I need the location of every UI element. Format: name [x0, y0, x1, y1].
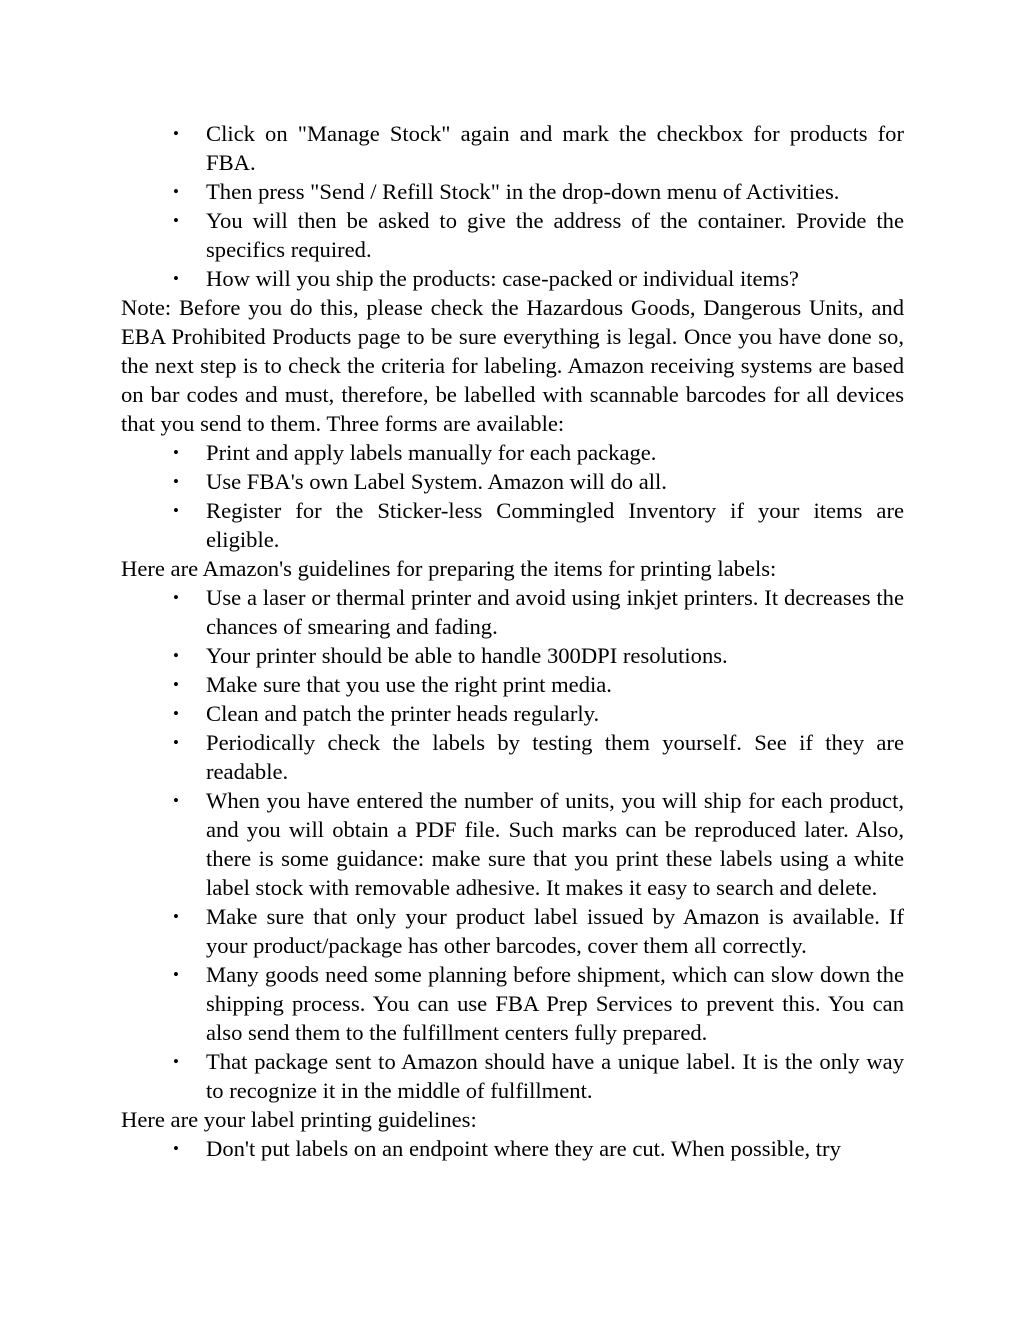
- guidelines-intro: Here are Amazon's guidelines for preparing the items for printing labels:: [121, 556, 777, 581]
- list-item: • Use a laser or thermal printer and avoid using inkjet printers. It decreases the chances of smearing and fading.: [121, 583, 904, 641]
- list-item: • Print and apply labels manually for each package.: [121, 438, 904, 467]
- list-item: • That package sent to Amazon should have a unique label. It is the only way to recognize it in the middle of fulfillment.: [121, 1047, 904, 1105]
- label-options-list: [121, 438, 904, 554]
- list-item: • Periodically check the labels by testing them yourself. See if they are readable.: [121, 728, 904, 786]
- list-item: • Use FBA's own Label System. Amazon will do all.: [121, 467, 904, 496]
- list-item: • Many goods need some planning before shipment, which can slow down the shipping process. You can use FBA Prep Services to prevent this. You can also send them to the fulfillment centers fully prepared.: [121, 960, 904, 1047]
- printing-guidelines-list: [121, 583, 904, 1105]
- shipping-steps-list: [121, 119, 904, 293]
- list-item: • You will then be asked to give the address of the container. Provide the specifics required.: [121, 206, 904, 264]
- label-placement-list: [121, 1134, 904, 1163]
- list-item: • Register for the Sticker-less Commingled Inventory if your items are eligible.: [121, 496, 904, 554]
- list-item: • Your printer should be able to handle 300DPI resolutions.: [121, 641, 904, 670]
- list-item: • Clean and patch the printer heads regularly.: [121, 699, 904, 728]
- list-item: • Don't put labels on an endpoint where they are cut. When possible, try: [121, 1134, 904, 1163]
- list-item: • When you have entered the number of units, you will ship for each product, and you will obtain a PDF file. Such marks can be reproduced later. Also, there is some guidance: make sure that you print these labels using a white label stock with removable adhesive. It makes it easy to search and delete.: [121, 786, 904, 902]
- document-page: [121, 119, 904, 1163]
- note-paragraph: Note: Before you do this, please check the Hazardous Goods, Dangerous Units, and EBA Prohibited Products page to be sure everything is legal. Once you have done so, the next step is to check the criteria for labeling. Amazon receiving systems are based on bar codes and must, therefore, be labelled with scannable barcodes for all devices that you send to them. Three forms are available:: [121, 295, 904, 436]
- list-item: • Click on "Manage Stock" again and mark the checkbox for products for FBA.: [121, 119, 904, 177]
- label-guidelines-intro: Here are your label printing guidelines:: [121, 1107, 477, 1132]
- list-item: • Then press "Send / Refill Stock" in the drop-down menu of Activities.: [121, 177, 904, 206]
- list-item: • Make sure that you use the right print media.: [121, 670, 904, 699]
- list-item: • How will you ship the products: case-packed or individual items?: [121, 264, 904, 293]
- list-item: • Make sure that only your product label issued by Amazon is available. If your product/package has other barcodes, cover them all correctly.: [121, 902, 904, 960]
